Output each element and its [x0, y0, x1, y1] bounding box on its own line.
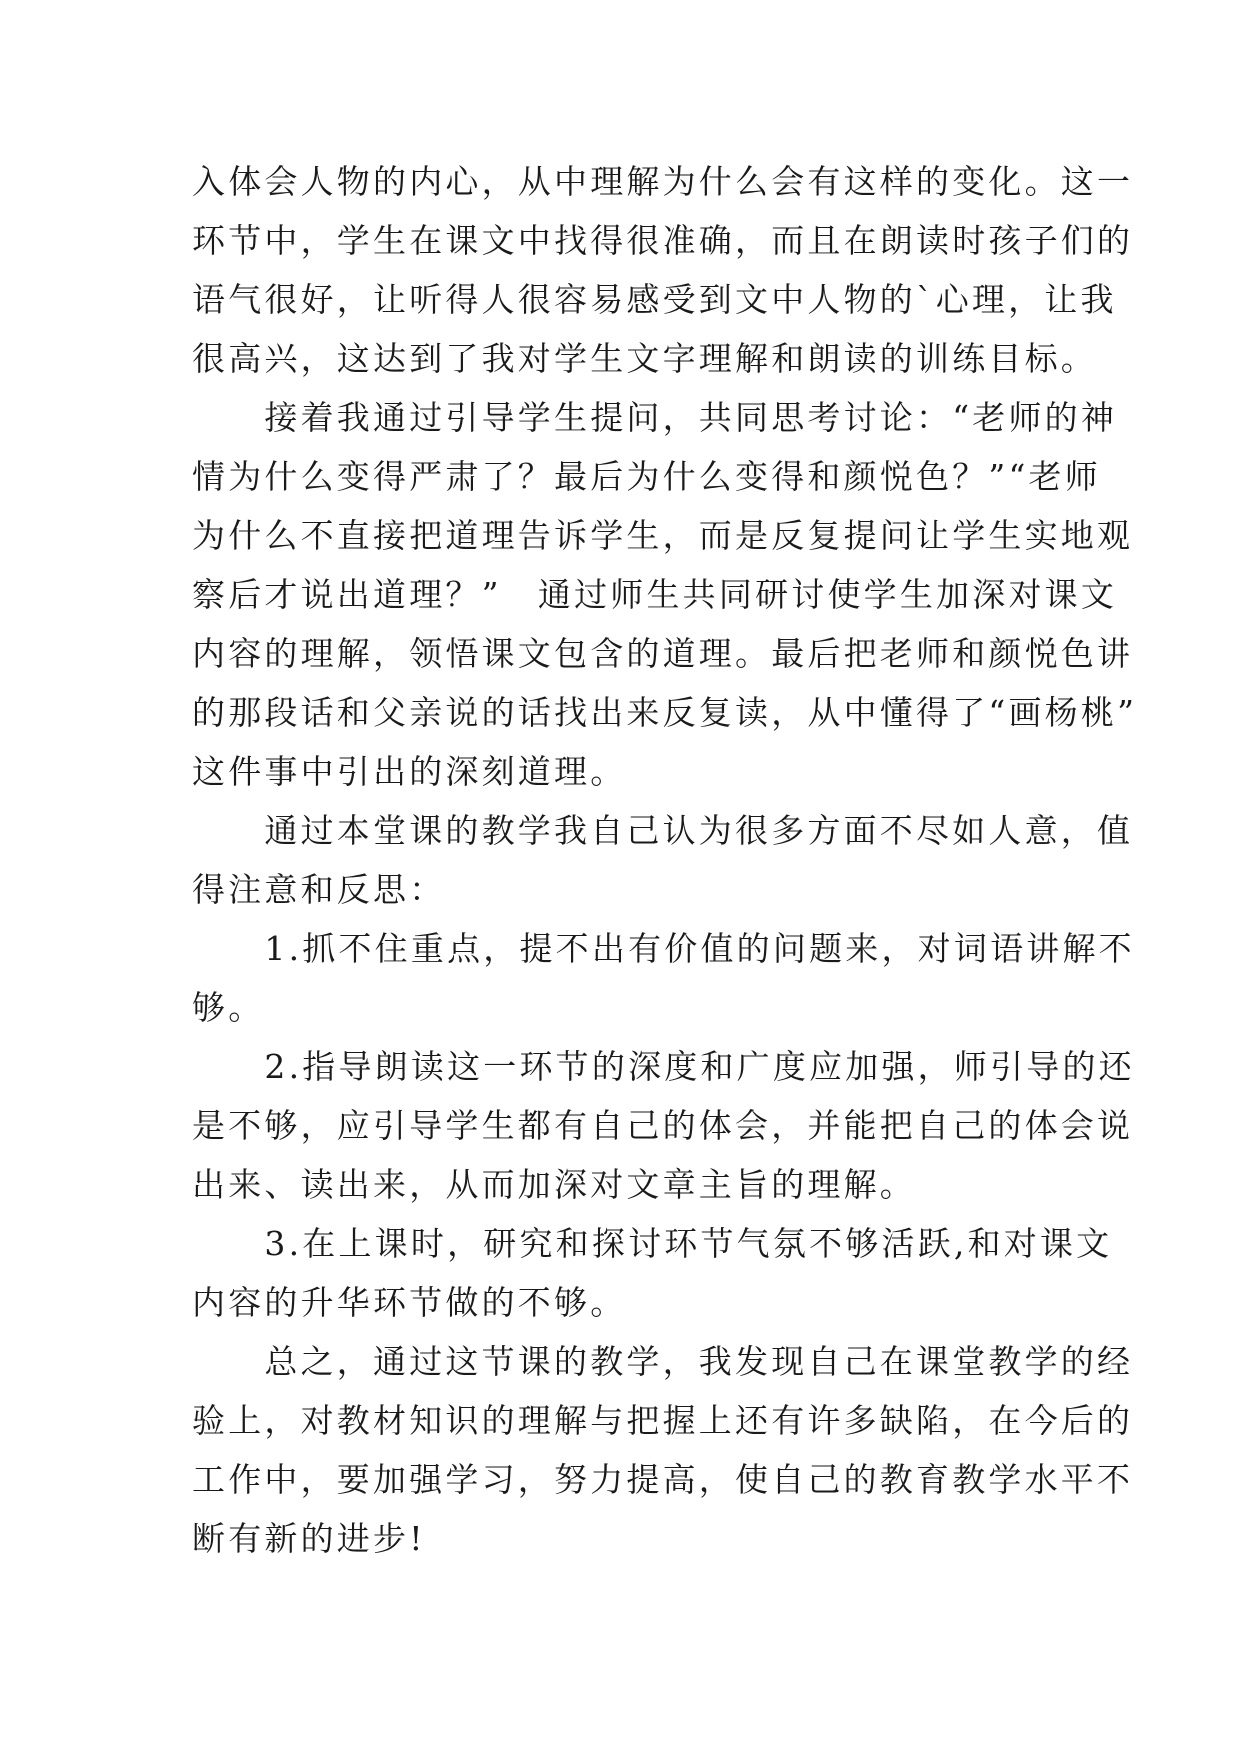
text-line: 总之，通过这节课的教学，我发现自己在课堂教学的经 [192, 1342, 1134, 1381]
paragraph-6 [192, 1214, 1113, 1332]
document-body [192, 152, 1138, 1568]
text-line: 2.指导朗读这一环节的深度和广度应加强，师引导的还 [192, 1047, 1135, 1086]
text-line: 很高兴，这达到了我对学生文字理解和朗读的训练目标。 [192, 339, 1097, 378]
paragraph-4 [192, 919, 1135, 1037]
paragraph-1 [192, 152, 1134, 388]
text-line: 接着我通过引导学生提问，共同思考讨论：“老师的神 [192, 398, 1118, 437]
text-line: 的那段话和父亲说的话找出来反复读，从中懂得了“画杨桃” [192, 693, 1138, 732]
text-line: 察后才说出道理？” 通过师生共同研讨使学生加深对课文 [192, 575, 1118, 614]
text-line: 出来、读出来，从而加深对文章主旨的理解。 [192, 1165, 916, 1204]
text-line: 验上，对教材知识的理解与把握上还有许多缺陷，在今后的 [192, 1401, 1134, 1440]
text-line: 情为什么变得严肃了？最后为什么变得和颜悦色？”“老师 [192, 457, 1101, 496]
paragraph-3 [192, 801, 1134, 919]
text-line: 够。 [192, 988, 265, 1027]
text-line: 内容的理解，领悟课文包含的道理。最后把老师和颜悦色讲 [192, 634, 1134, 673]
text-line: 环节中，学生在课文中找得很准确，而且在朗读时孩子们的 [192, 221, 1134, 260]
paragraph-2 [192, 388, 1138, 801]
text-line: 入体会人物的内心，从中理解为什么会有这样的变化。这一 [192, 162, 1134, 201]
text-line: 工作中，要加强学习，努力提高，使自己的教育教学水平不 [192, 1460, 1134, 1499]
text-line: 这件事中引出的深刻道理。 [192, 752, 627, 791]
text-line: 断有新的进步! [192, 1519, 426, 1558]
paragraph-5 [192, 1037, 1135, 1214]
text-line: 语气很好，让听得人很容易感受到文中人物的`心理，让我 [192, 280, 1117, 319]
text-line: 1.抓不住重点，提不出有价值的问题来，对词语讲解不 [192, 929, 1135, 968]
text-line: 为什么不直接把道理告诉学生，而是反复提问让学生实地观 [192, 516, 1134, 555]
text-line: 得注意和反思： [192, 870, 446, 909]
text-line: 是不够，应引导学生都有自己的体会，并能把自己的体会说 [192, 1106, 1134, 1145]
text-line: 内容的升华环节做的不够。 [192, 1283, 627, 1322]
paragraph-7 [192, 1332, 1134, 1568]
text-line: 通过本堂课的教学我自己认为很多方面不尽如人意，值 [192, 811, 1134, 850]
text-line: 3.在上课时，研究和探讨环节气氛不够活跃,和对课文 [192, 1224, 1113, 1263]
